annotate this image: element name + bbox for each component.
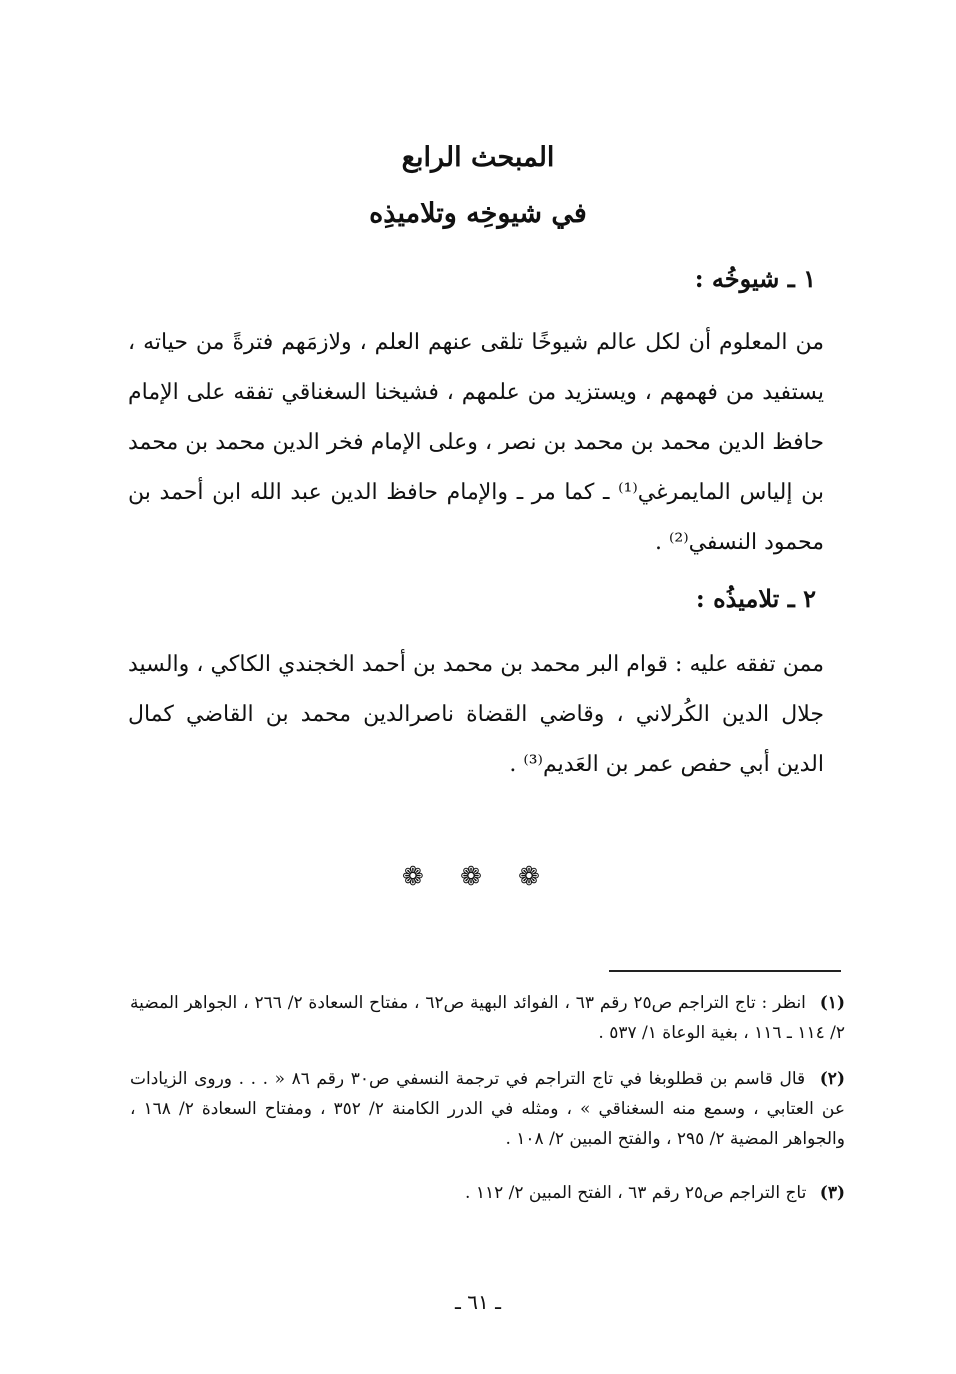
paragraph-students: ممن تفقه عليه : قوام البر محمد بن محمد بن أحمد الخجندي الكاكي ، والسيد جلال الدين الكُرلاني ، وقاضي القضاة ناصرالدين محمد بن القاضي كمال الدين أبي حفص عمر بن العَديم⁽³⁾ . [128,652,824,777]
section-heading-teachers: ١ ـ شيوخُه : [694,264,816,293]
footnote-text: قال قاسم بن قطلوبغا في تاج التراجم في ترجمة النسفي ص٣٠ رقم ٨٦ « . . . وروى الزيادات عن العتابي ، وسمع منه السغناقي » ، ومثله في الدرر الكامنة ٢/ ٣٥٢ ، ومفتاح السعادة ٢/ ١٦٨ ، والجواهر المضية ٢/ ٢٩٥ ، والفتح المبين ٢/ ١٠٨ . [130,1069,846,1149]
footnote-number: (٢) [819,1069,845,1089]
ornament-separator: ❁ ❁ ❁ [402,862,554,892]
paragraph-teachers: من المعلوم أن لكل عالم شيوخًا تلقى عنهم العلم ، ولازمَهم فترةً من حياته ، يستفيد من فهمهم ، ويستزيد من علمهم ، فشيخنا السغناقي تفقه على الإمام حافظ الدين محمد بن محمد بن نصر ، وعلى الإمام فخر الدين محمد بن محمد بن إلياس المايمرغي⁽¹⁾ ـ كما مر ـ والإمام حافظ الدين عبد الله ابن أحمد بن محمود النسفي⁽²⁾ . [128,330,824,555]
footnote [130,988,845,1048]
footnote-text: تاج التراجم ص٢٥ رقم ٦٣ ، الفتح المبين ٢/ ١١٢ . [465,1183,807,1203]
footnote [130,1064,845,1154]
chapter-subtitle: في شيوخِه وتلاميذِه [369,198,587,229]
footnote-number: (٣) [819,1183,845,1203]
page-number: ـ ٦١ ـ [455,1290,501,1314]
footnote-number: (١) [819,993,845,1013]
footnote-text: انظر : تاج التراجم ص٢٥ رقم ٦٣ ، الفوائد البهية ص٦٢ ، مفتاح السعادة ٢/ ٢٦٦ ، الجواهر المضية ٢/ ١١٤ ـ ١١٦ ، بغية الوعاة ١/ ٥٣٧ . [130,993,845,1043]
footnote-rule [609,970,841,972]
section-heading-students: ٢ ـ تلاميذُه : [695,584,816,613]
footnote [130,1178,845,1208]
chapter-title: المبحث الرابع [401,142,555,173]
